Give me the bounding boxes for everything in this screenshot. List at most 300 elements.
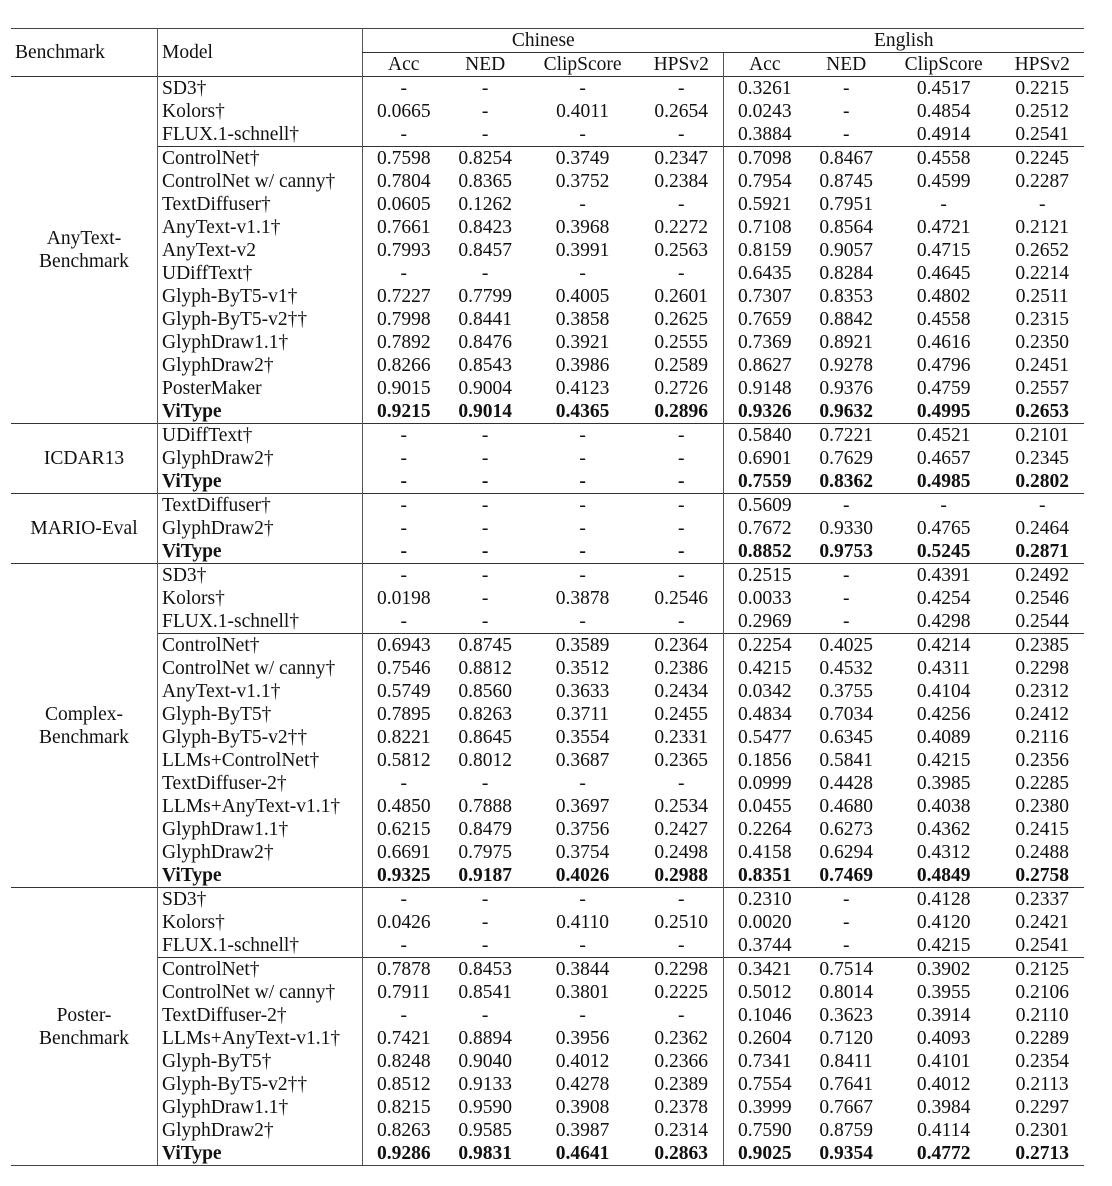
metric-value: 0.4089	[916, 727, 971, 748]
table-row	[11, 285, 1084, 308]
metric-value: 0.8894	[458, 1028, 512, 1049]
model-name: GlyphDraw1.1†	[158, 818, 363, 841]
metric-value: 0.4657	[916, 448, 971, 469]
metric-value: 0.2455	[654, 704, 709, 725]
metric-value: 0.3755	[819, 681, 874, 702]
metric-value: 0.9330	[819, 518, 874, 539]
metric-value: 0.2364	[639, 634, 723, 658]
metric-value: 0.4038	[916, 796, 971, 817]
metric-value: 0.8423	[458, 217, 512, 238]
metric-value: 0.4312	[916, 842, 971, 863]
metric-value: 0.7034	[819, 704, 874, 725]
model-name: Kolors†	[158, 587, 363, 610]
metric-value: 0.2415	[1015, 819, 1070, 840]
metric-value: -	[940, 194, 947, 215]
metric-value: 0.7911	[363, 981, 445, 1004]
metric-value: -	[481, 611, 489, 632]
metric-value: 0.0020	[724, 911, 806, 934]
metric-value: -	[639, 888, 723, 912]
metric-value: 0.0243	[724, 100, 806, 123]
metric-value: 0.3984	[916, 1097, 971, 1118]
table-row	[11, 470, 1084, 494]
model-name: ControlNet w/ canny†	[158, 170, 363, 193]
metric-value: 0.6215	[363, 818, 445, 841]
metric-value: 0.5477	[724, 726, 806, 749]
metric-value: -	[579, 518, 586, 539]
table-row	[11, 540, 1084, 564]
metric-value: 0.2802	[1015, 471, 1070, 492]
metric-value: 0.8362	[819, 471, 874, 492]
metric-value: 0.2563	[654, 240, 709, 261]
metric-value: 0.8564	[819, 217, 874, 238]
model-name: ViType	[158, 540, 363, 564]
metric-value: 0.3921	[555, 332, 610, 353]
table-row	[11, 1050, 1084, 1073]
metric-value: 0.7799	[458, 286, 512, 307]
metric-value: 0.2106	[1015, 982, 1070, 1003]
table-row	[11, 772, 1084, 795]
metric-value: 0.0426	[363, 911, 445, 934]
metric-value: 0.4012	[555, 1051, 610, 1072]
metric-value: 0.8627	[724, 354, 806, 377]
metric-value: -	[1038, 194, 1046, 215]
metric-value: -	[481, 448, 489, 469]
metric-value: 0.8254	[445, 147, 526, 171]
metric-value: 0.7951	[819, 194, 874, 215]
metric-value: 0.8441	[458, 309, 512, 330]
metric-value: 0.7514	[806, 958, 887, 982]
benchmark-cell	[11, 424, 158, 494]
metric-value: -	[677, 263, 685, 284]
benchmark-label: Benchmark	[39, 726, 129, 748]
model-name: ControlNet†	[158, 634, 363, 658]
model-name: ViType	[158, 400, 363, 424]
metric-value: 0.3801	[555, 982, 610, 1003]
metric-value: 0.2625	[654, 309, 709, 330]
model-name: ViType	[158, 864, 363, 888]
metric-value: 0.2726	[654, 378, 709, 399]
metric-value: 0.3991	[555, 240, 610, 261]
metric-value: 0.2541	[1015, 124, 1070, 145]
metric-value: 0.7307	[724, 285, 806, 308]
table-row	[11, 564, 1084, 588]
metric-value: -	[526, 424, 640, 448]
metric-value: 0.4680	[819, 796, 874, 817]
metric-value: 0.2345	[1015, 448, 1070, 469]
metric-value: 0.9014	[458, 401, 512, 422]
metric-value: 0.7998	[363, 308, 445, 331]
model-name: SD3†	[158, 77, 363, 101]
table-row	[11, 934, 1084, 958]
table-row	[11, 864, 1084, 888]
metric-value: -	[363, 470, 445, 494]
metric-value: 0.2654	[654, 101, 709, 122]
metric-value: 0.5749	[363, 680, 445, 703]
metric-value: 0.9831	[445, 1142, 526, 1166]
table-row	[11, 424, 1084, 448]
model-name: Kolors†	[158, 100, 363, 123]
metric-value: 0.4311	[917, 658, 971, 679]
metric-value: 0.8263	[458, 704, 512, 725]
benchmark-label: Poster-	[56, 1004, 112, 1026]
metric-value: -	[481, 912, 489, 933]
metric-value: 0.9148	[724, 377, 806, 400]
model-name: AnyText-v1.1†	[158, 216, 363, 239]
metric-value: 0.4215	[916, 935, 971, 956]
table-row	[11, 680, 1084, 703]
metric-value: 0.2385	[1000, 634, 1084, 658]
metric-value: 0.2380	[1015, 796, 1070, 817]
metric-value: 0.3756	[555, 819, 610, 840]
metric-value: 0.2389	[654, 1074, 709, 1095]
metric-value: -	[639, 424, 723, 448]
metric-value: 0.8543	[458, 355, 512, 376]
metric-value: 0.2272	[654, 217, 709, 238]
metric-value: 0.4849	[916, 865, 971, 886]
metric-value: 0.8353	[819, 286, 874, 307]
metric-value: 0.2312	[1015, 681, 1070, 702]
metric-value: 0.2546	[1015, 588, 1070, 609]
metric-value: 0.4011	[556, 101, 610, 122]
metric-value: 0.4532	[819, 658, 874, 679]
metric-value: 0.7108	[724, 216, 806, 239]
metric-value: -	[363, 517, 445, 540]
model-name: GlyphDraw2†	[158, 1119, 363, 1142]
metric-value: 0.7878	[363, 958, 445, 982]
header-benchmark: Benchmark	[15, 42, 105, 63]
metric-value: -	[526, 888, 640, 912]
metric-value: 0.0665	[363, 100, 445, 123]
metric-value: 0.7667	[819, 1097, 874, 1118]
metric-value: 0.8512	[363, 1073, 445, 1096]
metric-value: 0.8453	[445, 958, 526, 982]
metric-value: 0.7554	[724, 1073, 806, 1096]
metric-value: 0.7546	[363, 657, 445, 680]
metric-value: 0.3752	[555, 171, 610, 192]
metric-value: 0.9040	[458, 1051, 512, 1072]
metric-value: 0.6691	[363, 841, 445, 864]
model-name: GlyphDraw2†	[158, 447, 363, 470]
metric-value: 0.8745	[819, 171, 874, 192]
metric-value: 0.4215	[724, 657, 806, 680]
metric-value: -	[481, 773, 489, 794]
model-name: TextDiffuser†	[158, 193, 363, 216]
metric-value: -	[639, 564, 723, 588]
metric-value: 0.6345	[819, 727, 874, 748]
header-english: English	[724, 29, 1084, 53]
metric-value: 0.3554	[555, 727, 610, 748]
metric-value: 0.2713	[1000, 1142, 1084, 1166]
header-en-hpsv2: HPSv2	[1014, 54, 1070, 75]
metric-value: -	[579, 773, 586, 794]
metric-value: 0.2511	[1015, 286, 1069, 307]
metric-value: 0.7659	[724, 308, 806, 331]
table-row	[11, 795, 1084, 818]
metric-value: -	[842, 912, 850, 933]
model-name: AnyText-v1.1†	[158, 680, 363, 703]
metric-value: -	[579, 194, 586, 215]
metric-value: 0.2510	[654, 912, 709, 933]
metric-value: 0.2421	[1015, 912, 1070, 933]
metric-value: -	[481, 124, 489, 145]
model-name: Kolors†	[158, 911, 363, 934]
metric-value: 0.2498	[654, 842, 709, 863]
table-row	[11, 726, 1084, 749]
metric-value: 0.2331	[654, 727, 709, 748]
model-name: GlyphDraw2†	[158, 354, 363, 377]
metric-value: 0.2492	[1000, 564, 1084, 588]
metric-value: 0.4599	[916, 171, 971, 192]
metric-value: 0.2285	[1015, 773, 1070, 794]
metric-value: 0.8759	[819, 1120, 874, 1141]
metric-value: 0.4101	[916, 1051, 971, 1072]
metric-value: -	[445, 564, 526, 588]
metric-value: 0.2601	[654, 286, 709, 307]
metric-value: 0.9325	[363, 864, 445, 888]
table-row	[11, 123, 1084, 147]
metric-value: -	[842, 611, 850, 632]
table-row	[11, 147, 1084, 171]
metric-value: -	[677, 611, 685, 632]
metric-value: -	[445, 77, 526, 101]
metric-value: -	[579, 1005, 586, 1026]
metric-value: 0.3261	[724, 77, 806, 101]
table-row	[11, 610, 1084, 634]
model-name: FLUX.1-schnell†	[158, 610, 363, 634]
metric-value: 0.2214	[1015, 263, 1070, 284]
metric-value: 0.3749	[526, 147, 640, 171]
metric-value: -	[363, 447, 445, 470]
metric-value: 0.4093	[916, 1028, 971, 1049]
metric-value: -	[526, 564, 640, 588]
metric-value: -	[677, 773, 685, 794]
metric-value: 0.2758	[1015, 865, 1070, 886]
metric-value: -	[677, 124, 685, 145]
metric-value: 0.2557	[1015, 378, 1070, 399]
metric-value: 0.9215	[363, 400, 445, 424]
metric-value: 0.4391	[887, 564, 1001, 588]
benchmark-label: MARIO-Eval	[30, 518, 138, 539]
metric-value: 0.8560	[458, 681, 512, 702]
table-row	[11, 1004, 1084, 1027]
metric-value: -	[445, 424, 526, 448]
model-name: ViType	[158, 470, 363, 494]
header-en-acc: Acc	[724, 53, 806, 77]
benchmark-label: Benchmark	[39, 251, 129, 272]
model-name: FLUX.1-schnell†	[158, 934, 363, 958]
table-row	[11, 1142, 1084, 1166]
metric-value: 0.2451	[1015, 355, 1070, 376]
table-row	[11, 634, 1084, 658]
model-name: Glyph-ByT5†	[158, 703, 363, 726]
metric-value: 0.7629	[819, 448, 874, 469]
metric-value: 0.9354	[806, 1142, 887, 1166]
metric-value: 0.3697	[555, 796, 610, 817]
metric-value: 0.8457	[458, 240, 512, 261]
table-row	[11, 377, 1084, 400]
metric-value: 0.3878	[555, 588, 610, 609]
metric-value: -	[363, 1004, 445, 1027]
metric-value: 0.8012	[458, 750, 512, 771]
metric-value: 0.2464	[1015, 518, 1070, 539]
metric-value: 0.4517	[887, 77, 1001, 101]
metric-value: -	[677, 518, 685, 539]
metric-value: 0.4802	[916, 286, 971, 307]
metric-value: 0.2378	[654, 1097, 709, 1118]
metric-value: 0.4521	[887, 424, 1001, 448]
metric-value: 0.4772	[887, 1142, 1001, 1166]
metric-value: -	[677, 1005, 685, 1026]
metric-value: -	[579, 124, 586, 145]
metric-value: 0.7469	[819, 865, 874, 886]
model-name: LLMs+AnyText-v1.1†	[158, 795, 363, 818]
metric-value: -	[481, 541, 489, 562]
metric-value: -	[806, 77, 887, 101]
metric-value: -	[363, 77, 445, 101]
metric-value: 0.8476	[458, 332, 512, 353]
model-name: TextDiffuser†	[158, 494, 363, 518]
metric-value: 0.8266	[363, 354, 445, 377]
metric-value: 0.7975	[458, 842, 512, 863]
model-name: Glyph-ByT5-v1†	[158, 285, 363, 308]
metric-value: 0.0198	[363, 587, 445, 610]
metric-value: 0.4012	[916, 1074, 971, 1095]
metric-value: 0.7559	[724, 470, 806, 494]
metric-value: -	[363, 540, 445, 564]
metric-value: 0.0605	[363, 193, 445, 216]
metric-value: -	[677, 448, 685, 469]
model-name: AnyText-v2	[158, 239, 363, 262]
table-row	[11, 587, 1084, 610]
metric-value: 0.2298	[1015, 658, 1070, 679]
model-name: PosterMaker	[158, 377, 363, 400]
metric-value: -	[445, 494, 526, 518]
metric-value: 0.7892	[363, 331, 445, 354]
table-row	[11, 841, 1084, 864]
metric-value: -	[481, 935, 489, 956]
table-row	[11, 888, 1084, 912]
table-row	[11, 77, 1084, 101]
metric-value: 0.9286	[363, 1142, 445, 1166]
metric-value: 0.8284	[819, 263, 874, 284]
metric-value: 0.4214	[887, 634, 1001, 658]
metric-value: 0.2254	[724, 634, 806, 658]
metric-value: 0.4123	[555, 378, 610, 399]
metric-value: 0.1046	[724, 1004, 806, 1027]
metric-value: 0.4365	[555, 401, 610, 422]
metric-value: -	[677, 935, 685, 956]
metric-value: 0.4362	[916, 819, 971, 840]
results-body	[11, 77, 1084, 1166]
metric-value: 0.2289	[1015, 1028, 1070, 1049]
metric-value: 0.4254	[916, 588, 971, 609]
metric-value: 0.2427	[654, 819, 709, 840]
metric-value: 0.4616	[916, 332, 971, 353]
metric-value: 0.9753	[819, 541, 874, 562]
metric-value: 0.3956	[555, 1028, 610, 1049]
metric-value: 0.3711	[556, 704, 610, 725]
model-name: ControlNet†	[158, 147, 363, 171]
header-chinese: Chinese	[363, 29, 724, 53]
metric-value: 0.9585	[458, 1120, 512, 1141]
metric-value: -	[579, 935, 586, 956]
metric-value: 0.3633	[555, 681, 610, 702]
metric-value: -	[363, 610, 445, 634]
metric-value: -	[579, 263, 586, 284]
metric-value: -	[842, 935, 850, 956]
metric-value: 0.3999	[724, 1096, 806, 1119]
table-row	[11, 749, 1084, 772]
metric-value: 0.2488	[1015, 842, 1070, 863]
metric-value: 0.3908	[555, 1097, 610, 1118]
metric-value: 0.7598	[363, 147, 445, 171]
table-row	[11, 354, 1084, 377]
metric-value: 0.8014	[819, 982, 874, 1003]
metric-value: 0.2215	[1000, 77, 1084, 101]
metric-value: 0.4641	[526, 1142, 640, 1166]
metric-value: 0.3914	[916, 1005, 971, 1026]
metric-value: 0.2298	[639, 958, 723, 982]
metric-value: 0.2264	[724, 818, 806, 841]
metric-value: 0.4005	[555, 286, 610, 307]
model-name: GlyphDraw1.1†	[158, 331, 363, 354]
model-name: FLUX.1-schnell†	[158, 123, 363, 147]
model-name: TextDiffuser-2†	[158, 772, 363, 795]
benchmark-label: Benchmark	[39, 1027, 129, 1049]
metric-value: 0.3744	[724, 934, 806, 958]
metric-value: 0.4104	[916, 681, 971, 702]
model-name: TextDiffuser-2†	[158, 1004, 363, 1027]
metric-value: 0.4759	[916, 378, 971, 399]
metric-value: 0.8842	[819, 309, 874, 330]
metric-value: 0.4985	[916, 471, 971, 492]
metric-value: 0.4558	[887, 147, 1001, 171]
metric-value: -	[445, 888, 526, 912]
metric-value: 0.9326	[724, 400, 806, 424]
metric-value: 0.2347	[639, 147, 723, 171]
table-row	[11, 911, 1084, 934]
metric-value: 0.2116	[1015, 727, 1069, 748]
metric-value: 0.2287	[1015, 171, 1070, 192]
metric-value: 0.6294	[819, 842, 874, 863]
table-row	[11, 517, 1084, 540]
metric-value: 0.4298	[916, 611, 971, 632]
metric-value: 0.2362	[654, 1028, 709, 1049]
metric-value: 0.4114	[917, 1120, 971, 1141]
model-name: UDiffText†	[158, 424, 363, 448]
metric-value: 0.7661	[363, 216, 445, 239]
table-row	[11, 657, 1084, 680]
metric-value: -	[363, 934, 445, 958]
metric-value: 0.3985	[916, 773, 971, 794]
metric-value: 0.1856	[724, 749, 806, 772]
model-name: Glyph-ByT5-v2††	[158, 1073, 363, 1096]
metric-value: 0.4278	[555, 1074, 610, 1095]
metric-value: 0.7804	[363, 170, 445, 193]
metric-value: 0.2969	[724, 610, 806, 634]
metric-value: 0.3902	[887, 958, 1001, 982]
header-zh-ned: NED	[465, 54, 506, 75]
table-row	[11, 216, 1084, 239]
metric-value: 0.3512	[555, 658, 610, 679]
metric-value: 0.7672	[724, 517, 806, 540]
metric-value: 0.7895	[363, 703, 445, 726]
metric-value: 0.5841	[819, 750, 874, 771]
metric-value: 0.8852	[724, 540, 806, 564]
metric-value: -	[639, 494, 723, 518]
metric-value: 0.8645	[458, 727, 512, 748]
metric-value: 0.5812	[363, 749, 445, 772]
